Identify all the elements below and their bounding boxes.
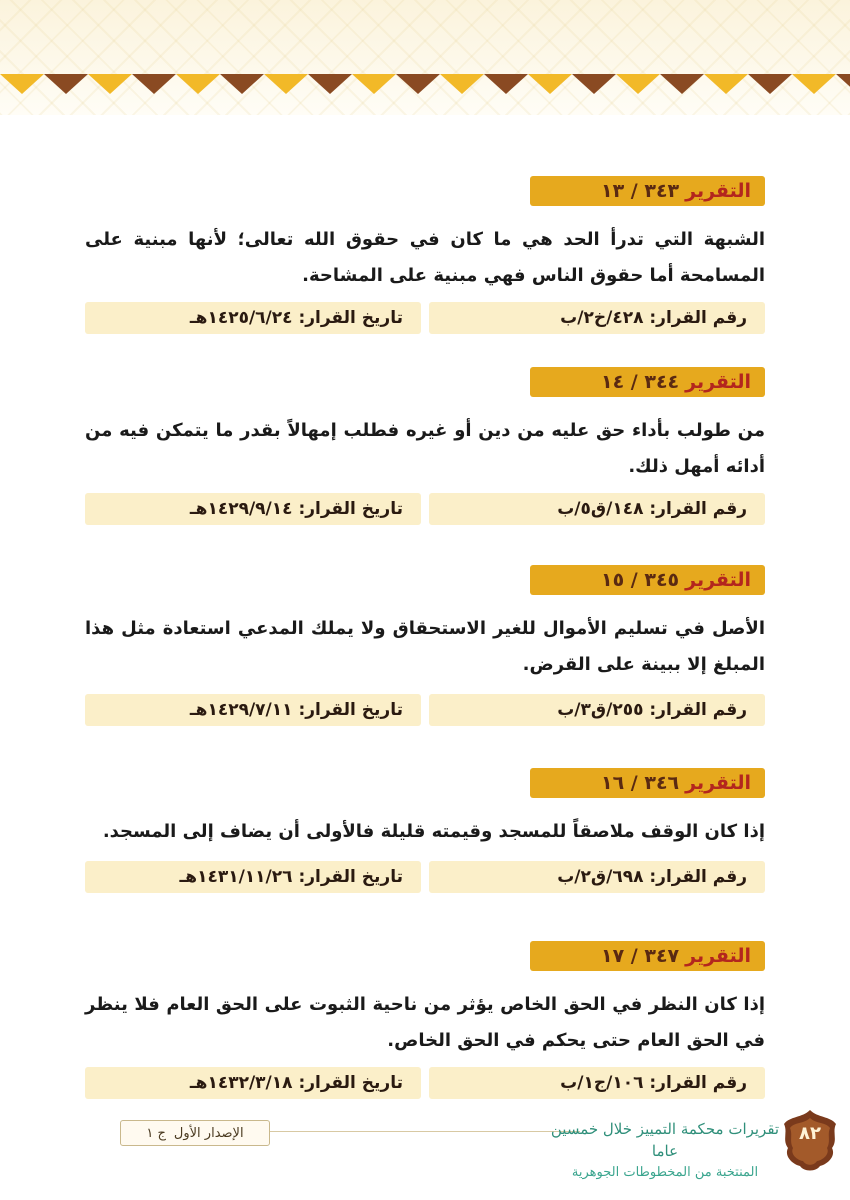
border-triangle (528, 74, 572, 94)
report-heading-word: التقرير (685, 945, 751, 967)
report-heading-word: التقرير (685, 772, 751, 794)
border-triangle (132, 74, 176, 94)
border-triangle (836, 74, 850, 94)
report-heading-number: ٣٤٣ / ١٣ (600, 180, 680, 202)
report-text: الشبهة التي تدرأ الحد هي ما كان في حقوق الله تعالى؛ لأنها مبنية على المسامحة أما حقوق الناس فهي مبنية على المشاحة. (85, 229, 765, 286)
report-heading-word: التقرير (685, 371, 751, 393)
report-heading-word: التقرير (685, 180, 751, 202)
report-text: من طولب بأداء حق عليه من دين أو غيره فطلب إمهالاً بقدر ما يتمكن فيه من أدائه أمهل ذلك. (85, 420, 765, 477)
border-triangle (660, 74, 704, 94)
border-triangle (616, 74, 660, 94)
decision-date: تاريخ القرار: ١٤٢٥/٦/٢٤هـ (85, 302, 421, 334)
report-heading-number: ٣٤٧ / ١٧ (600, 945, 680, 967)
border-triangle (572, 74, 616, 94)
page-number: ٨٢ (799, 1123, 821, 1144)
border-triangle (220, 74, 264, 94)
decision-date: تاريخ القرار: ١٤٣٢/٣/١٨هـ (85, 1067, 421, 1099)
report-heading-word: التقرير (685, 569, 751, 591)
report-text: إذا كان النظر في الحق الخاص يؤثر من ناحية الثبوت على الحق العام فلا ينظر في الحق العام حتى يحكم في الحق الخاص. (85, 994, 765, 1051)
decision-date: تاريخ القرار: ١٤٣١/١١/٢٦هـ (85, 861, 421, 893)
decision-meta (85, 861, 765, 893)
border-triangle (176, 74, 220, 94)
edition-label (120, 1120, 270, 1146)
report-heading-number: ٣٤٦ / ١٦ (600, 772, 680, 794)
triangle-border-icon (0, 74, 850, 96)
border-triangle (440, 74, 484, 94)
report-text: الأصل في تسليم الأموال للغير الاستحقاق ولا يملك المدعي استعادة مثل هذا المبلغ إلا ببينة على القرض. (85, 618, 765, 675)
decision-meta (85, 493, 765, 525)
book-title-main: تقريرات محكمة التمييز خلال خمسين عاما (550, 1120, 780, 1160)
decision-number: رقم القرار: ١٠٦/ج١/ب (429, 1067, 765, 1099)
decision-number: رقم القرار: ٢٥٥/ق٣/ب (429, 694, 765, 726)
decision-date: تاريخ القرار: ١٤٢٩/٩/١٤هـ (85, 493, 421, 525)
decision-number: رقم القرار: ٤٢٨/خ٢/ب (429, 302, 765, 334)
report-heading (530, 941, 765, 971)
report-heading (530, 176, 765, 206)
decision-meta (85, 1067, 765, 1099)
report-heading (530, 367, 765, 397)
volume-number: ج ١ (146, 1125, 166, 1141)
decision-number: رقم القرار: ٦٩٨/ق٢/ب (429, 861, 765, 893)
border-triangle (44, 74, 88, 94)
border-triangle (88, 74, 132, 94)
border-triangle (352, 74, 396, 94)
report-text: إذا كان الوقف ملاصقاً للمسجد وقيمته قليلة فالأولى أن يضاف إلى المسجد. (102, 821, 765, 842)
border-triangle (704, 74, 748, 94)
decision-meta (85, 302, 765, 334)
border-triangle (748, 74, 792, 94)
edition-name: الإصدار الأول (173, 1125, 244, 1141)
report-heading (530, 565, 765, 595)
decision-date: تاريخ القرار: ١٤٢٩/٧/١١هـ (85, 694, 421, 726)
border-triangle (264, 74, 308, 94)
border-triangle (396, 74, 440, 94)
book-title-sub: المنتخبة من المخطوطات الجوهرية (571, 1165, 759, 1180)
decision-meta (85, 694, 765, 726)
border-triangle (484, 74, 528, 94)
decision-number: رقم القرار: ١٤٨/ق٥/ب (429, 493, 765, 525)
border-triangle (0, 74, 44, 94)
report-heading-number: ٣٤٥ / ١٥ (600, 569, 680, 591)
report-heading-number: ٣٤٤ / ١٤ (600, 371, 680, 393)
border-triangle (308, 74, 352, 94)
report-heading (530, 768, 765, 798)
decorative-header-band (0, 0, 850, 115)
book-title (545, 1118, 785, 1184)
border-triangle (792, 74, 836, 94)
